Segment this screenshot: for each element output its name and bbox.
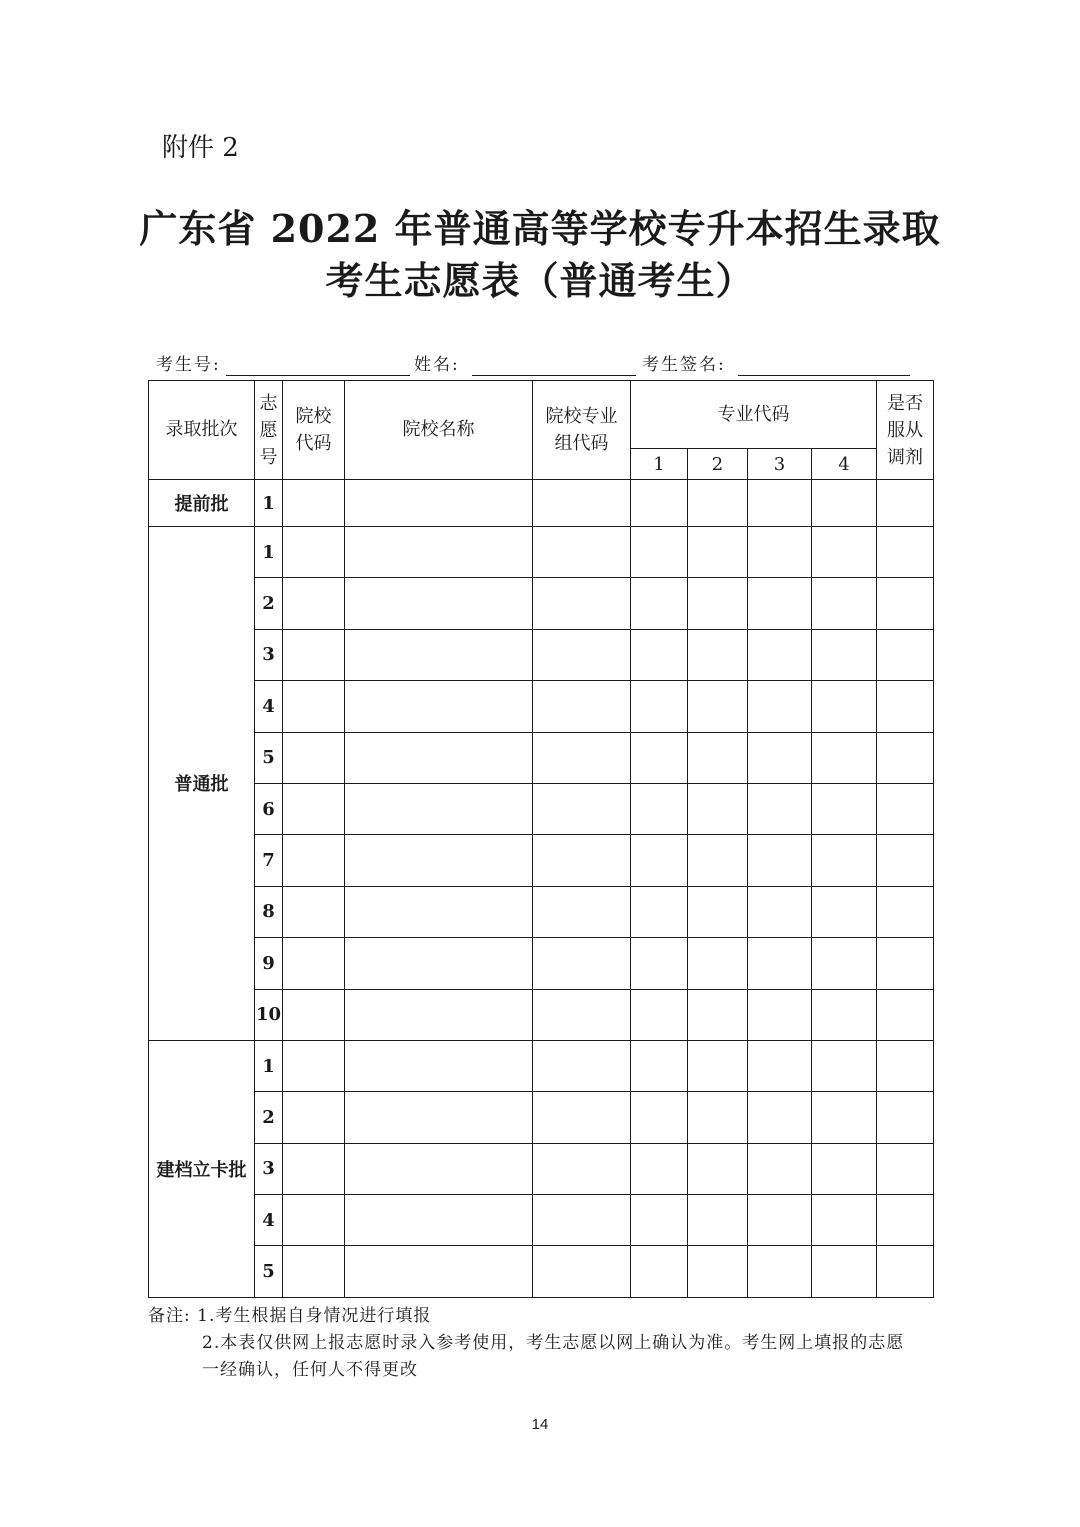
- major-1-cell[interactable]: [631, 783, 688, 834]
- major-3-cell[interactable]: [748, 1092, 812, 1143]
- school-name-cell[interactable]: [345, 938, 533, 989]
- major-4-cell[interactable]: [812, 578, 877, 629]
- name-line[interactable]: [472, 375, 636, 376]
- group-code-cell[interactable]: [533, 1040, 631, 1091]
- wish-number: 7: [255, 835, 283, 886]
- adjust-cell[interactable]: [877, 938, 934, 989]
- wish-number: 5: [255, 732, 283, 783]
- major-2-cell[interactable]: [688, 527, 748, 578]
- group-code-cell[interactable]: [533, 1246, 631, 1297]
- wish-number: 6: [255, 783, 283, 834]
- group-code-cell[interactable]: [533, 527, 631, 578]
- major-4-cell[interactable]: [812, 527, 877, 578]
- major-2-cell[interactable]: [688, 783, 748, 834]
- group-code-cell[interactable]: [533, 783, 631, 834]
- table-row: [149, 835, 934, 886]
- adjust-cell[interactable]: [877, 1143, 934, 1194]
- school-name-cell[interactable]: [345, 1092, 533, 1143]
- table-row: [149, 938, 934, 989]
- major-2-cell[interactable]: [688, 732, 748, 783]
- school-name-cell[interactable]: [345, 783, 533, 834]
- batch-cell: 建档立卡批: [149, 1040, 255, 1297]
- group-code-cell[interactable]: [533, 989, 631, 1040]
- major-4-cell[interactable]: [812, 1040, 877, 1091]
- school-code-cell[interactable]: [283, 1246, 345, 1297]
- major-4-cell[interactable]: [812, 938, 877, 989]
- wish-table: [148, 380, 934, 1298]
- table-row: [149, 1195, 934, 1246]
- school-code-cell[interactable]: [283, 989, 345, 1040]
- major-3-cell[interactable]: [748, 732, 812, 783]
- major-2-cell[interactable]: [688, 629, 748, 680]
- major-2-cell[interactable]: [688, 681, 748, 732]
- adjust-cell[interactable]: [877, 835, 934, 886]
- major-3-cell[interactable]: [748, 1040, 812, 1091]
- header-major-col-1: 1: [631, 449, 688, 480]
- notes-label: 备注:: [148, 1306, 191, 1326]
- major-1-cell[interactable]: [631, 835, 688, 886]
- exam-no-label: 考生号:: [156, 355, 221, 375]
- major-2-cell[interactable]: [688, 1040, 748, 1091]
- major-4-cell[interactable]: [812, 886, 877, 937]
- group-code-cell[interactable]: [533, 938, 631, 989]
- batch-cell: 普通批: [149, 527, 255, 1041]
- school-code-cell[interactable]: [283, 835, 345, 886]
- adjust-cell[interactable]: [877, 1092, 934, 1143]
- major-3-cell[interactable]: [748, 1246, 812, 1297]
- major-1-cell[interactable]: [631, 886, 688, 937]
- major-4-cell[interactable]: [812, 1143, 877, 1194]
- note-1: 1.考生根据自身情况进行填报: [197, 1306, 432, 1326]
- group-code-cell[interactable]: [533, 1143, 631, 1194]
- header-adjust: 是否 服从 调剂: [877, 381, 934, 480]
- school-code-cell[interactable]: [283, 938, 345, 989]
- major-4-cell[interactable]: [812, 629, 877, 680]
- form-title-line1: 广东省 2022 年普通高等学校专升本招生录取: [139, 206, 941, 251]
- major-1-cell[interactable]: [631, 1246, 688, 1297]
- major-4-cell[interactable]: [812, 783, 877, 834]
- major-3-cell[interactable]: [748, 629, 812, 680]
- school-name-cell[interactable]: [345, 681, 533, 732]
- school-code-cell[interactable]: [283, 1143, 345, 1194]
- group-code-cell[interactable]: [533, 578, 631, 629]
- adjust-cell[interactable]: [877, 629, 934, 680]
- page-number: 14: [531, 1416, 549, 1433]
- wish-number: 5: [255, 1246, 283, 1297]
- major-2-cell[interactable]: [688, 578, 748, 629]
- major-1-cell[interactable]: [631, 1092, 688, 1143]
- adjust-cell[interactable]: [877, 732, 934, 783]
- table-row: [149, 681, 934, 732]
- table-row: [149, 783, 934, 834]
- table-row: [149, 1246, 934, 1297]
- major-4-cell[interactable]: [812, 989, 877, 1040]
- school-code-cell[interactable]: [283, 629, 345, 680]
- wish-number: 1: [255, 480, 283, 527]
- major-4-cell[interactable]: [812, 1195, 877, 1246]
- major-4-cell[interactable]: [812, 681, 877, 732]
- major-2-cell[interactable]: [688, 1143, 748, 1194]
- wish-number: 3: [255, 629, 283, 680]
- major-2-cell[interactable]: [688, 480, 748, 527]
- group-code-cell[interactable]: [533, 681, 631, 732]
- notes: [148, 1303, 948, 1384]
- school-code-cell[interactable]: [283, 783, 345, 834]
- major-3-cell[interactable]: [748, 989, 812, 1040]
- signature-line[interactable]: [738, 375, 910, 376]
- form-title-line2: 考生志愿表（普通考生）: [325, 258, 755, 303]
- group-code-cell[interactable]: [533, 480, 631, 527]
- table-row: [149, 732, 934, 783]
- header-major-col-4: 4: [812, 449, 877, 480]
- major-3-cell[interactable]: [748, 480, 812, 527]
- major-4-cell[interactable]: [812, 480, 877, 527]
- major-1-cell[interactable]: [631, 1040, 688, 1091]
- group-code-cell[interactable]: [533, 1195, 631, 1246]
- wish-number: 8: [255, 886, 283, 937]
- candidate-fields: [156, 352, 936, 380]
- table-row: [149, 1143, 934, 1194]
- major-4-cell[interactable]: [812, 835, 877, 886]
- adjust-cell[interactable]: [877, 480, 934, 527]
- wish-number: 1: [255, 527, 283, 578]
- major-1-cell[interactable]: [631, 527, 688, 578]
- header-school-name: 院校名称: [345, 381, 533, 480]
- wish-number: 3: [255, 1143, 283, 1194]
- major-3-cell[interactable]: [748, 1195, 812, 1246]
- school-code-cell[interactable]: [283, 732, 345, 783]
- school-code-cell[interactable]: [283, 578, 345, 629]
- adjust-cell[interactable]: [877, 681, 934, 732]
- school-name-cell[interactable]: [345, 835, 533, 886]
- major-1-cell[interactable]: [631, 578, 688, 629]
- header-major-code: 专业代码: [631, 381, 877, 449]
- school-name-cell[interactable]: [345, 1195, 533, 1246]
- signature-label: 考生签名:: [642, 355, 726, 375]
- school-name-cell[interactable]: [345, 578, 533, 629]
- wish-number: 1: [255, 1040, 283, 1091]
- adjust-cell[interactable]: [877, 783, 934, 834]
- school-name-cell[interactable]: [345, 989, 533, 1040]
- school-code-cell[interactable]: [283, 1092, 345, 1143]
- major-3-cell[interactable]: [748, 1143, 812, 1194]
- major-3-cell[interactable]: [748, 681, 812, 732]
- table-row: [149, 989, 934, 1040]
- school-code-cell[interactable]: [283, 886, 345, 937]
- school-code-cell[interactable]: [283, 1195, 345, 1246]
- table-row: [149, 480, 934, 527]
- major-1-cell[interactable]: [631, 681, 688, 732]
- exam-no-line[interactable]: [226, 375, 410, 376]
- wish-number: 4: [255, 681, 283, 732]
- table-row: [149, 1092, 934, 1143]
- major-3-cell[interactable]: [748, 835, 812, 886]
- school-name-cell[interactable]: [345, 732, 533, 783]
- major-3-cell[interactable]: [748, 783, 812, 834]
- adjust-cell[interactable]: [877, 989, 934, 1040]
- school-name-cell[interactable]: [345, 1246, 533, 1297]
- adjust-cell[interactable]: [877, 578, 934, 629]
- header-group-code: 院校专业 组代码: [533, 381, 631, 480]
- group-code-cell[interactable]: [533, 835, 631, 886]
- major-2-cell[interactable]: [688, 1246, 748, 1297]
- group-code-cell[interactable]: [533, 886, 631, 937]
- group-code-cell[interactable]: [533, 732, 631, 783]
- batch-cell: 提前批: [149, 480, 255, 527]
- group-code-cell[interactable]: [533, 1092, 631, 1143]
- major-4-cell[interactable]: [812, 1246, 877, 1297]
- major-2-cell[interactable]: [688, 835, 748, 886]
- school-code-cell[interactable]: [283, 681, 345, 732]
- major-1-cell[interactable]: [631, 1143, 688, 1194]
- adjust-cell[interactable]: [877, 886, 934, 937]
- table-row: [149, 886, 934, 937]
- note-2: 2.本表仅供网上报志愿时录入参考使用，考生志愿以网上确认为准。考生网上填报的志愿: [202, 1333, 905, 1353]
- table-row: [149, 527, 934, 578]
- header-major-col-2: 2: [688, 449, 748, 480]
- major-1-cell[interactable]: [631, 1195, 688, 1246]
- school-name-cell[interactable]: [345, 1040, 533, 1091]
- wish-number: 2: [255, 1092, 283, 1143]
- major-1-cell[interactable]: [631, 732, 688, 783]
- school-code-cell[interactable]: [283, 480, 345, 527]
- header-wish-no: 志 愿 号: [255, 381, 283, 480]
- major-1-cell[interactable]: [631, 938, 688, 989]
- major-3-cell[interactable]: [748, 938, 812, 989]
- school-name-cell[interactable]: [345, 886, 533, 937]
- major-3-cell[interactable]: [748, 527, 812, 578]
- school-name-cell[interactable]: [345, 527, 533, 578]
- name-label: 姓名:: [414, 355, 460, 375]
- note-2-cont: 一经确认，任何人不得更改: [202, 1360, 418, 1380]
- school-name-cell[interactable]: [345, 480, 533, 527]
- major-2-cell[interactable]: [688, 1195, 748, 1246]
- group-code-cell[interactable]: [533, 629, 631, 680]
- table-row: [149, 578, 934, 629]
- school-code-cell[interactable]: [283, 527, 345, 578]
- table-row: [149, 1040, 934, 1091]
- major-2-cell[interactable]: [688, 1092, 748, 1143]
- major-1-cell[interactable]: [631, 629, 688, 680]
- adjust-cell[interactable]: [877, 527, 934, 578]
- major-2-cell[interactable]: [688, 938, 748, 989]
- major-2-cell[interactable]: [688, 989, 748, 1040]
- major-4-cell[interactable]: [812, 732, 877, 783]
- wish-number: 10: [255, 989, 283, 1040]
- major-3-cell[interactable]: [748, 886, 812, 937]
- header-major-col-3: 3: [748, 449, 812, 480]
- school-name-cell[interactable]: [345, 1143, 533, 1194]
- adjust-cell[interactable]: [877, 1246, 934, 1297]
- wish-number: 9: [255, 938, 283, 989]
- table-row: [149, 629, 934, 680]
- major-2-cell[interactable]: [688, 886, 748, 937]
- major-3-cell[interactable]: [748, 578, 812, 629]
- major-1-cell[interactable]: [631, 480, 688, 527]
- wish-number: 2: [255, 578, 283, 629]
- major-1-cell[interactable]: [631, 989, 688, 1040]
- major-4-cell[interactable]: [812, 1092, 877, 1143]
- header-batch: 录取批次: [149, 381, 255, 480]
- header-school-code: 院校 代码: [283, 381, 345, 480]
- school-name-cell[interactable]: [345, 629, 533, 680]
- school-code-cell[interactable]: [283, 1040, 345, 1091]
- attachment-label: 附件 2: [162, 133, 239, 163]
- wish-number: 4: [255, 1195, 283, 1246]
- adjust-cell[interactable]: [877, 1195, 934, 1246]
- adjust-cell[interactable]: [877, 1040, 934, 1091]
